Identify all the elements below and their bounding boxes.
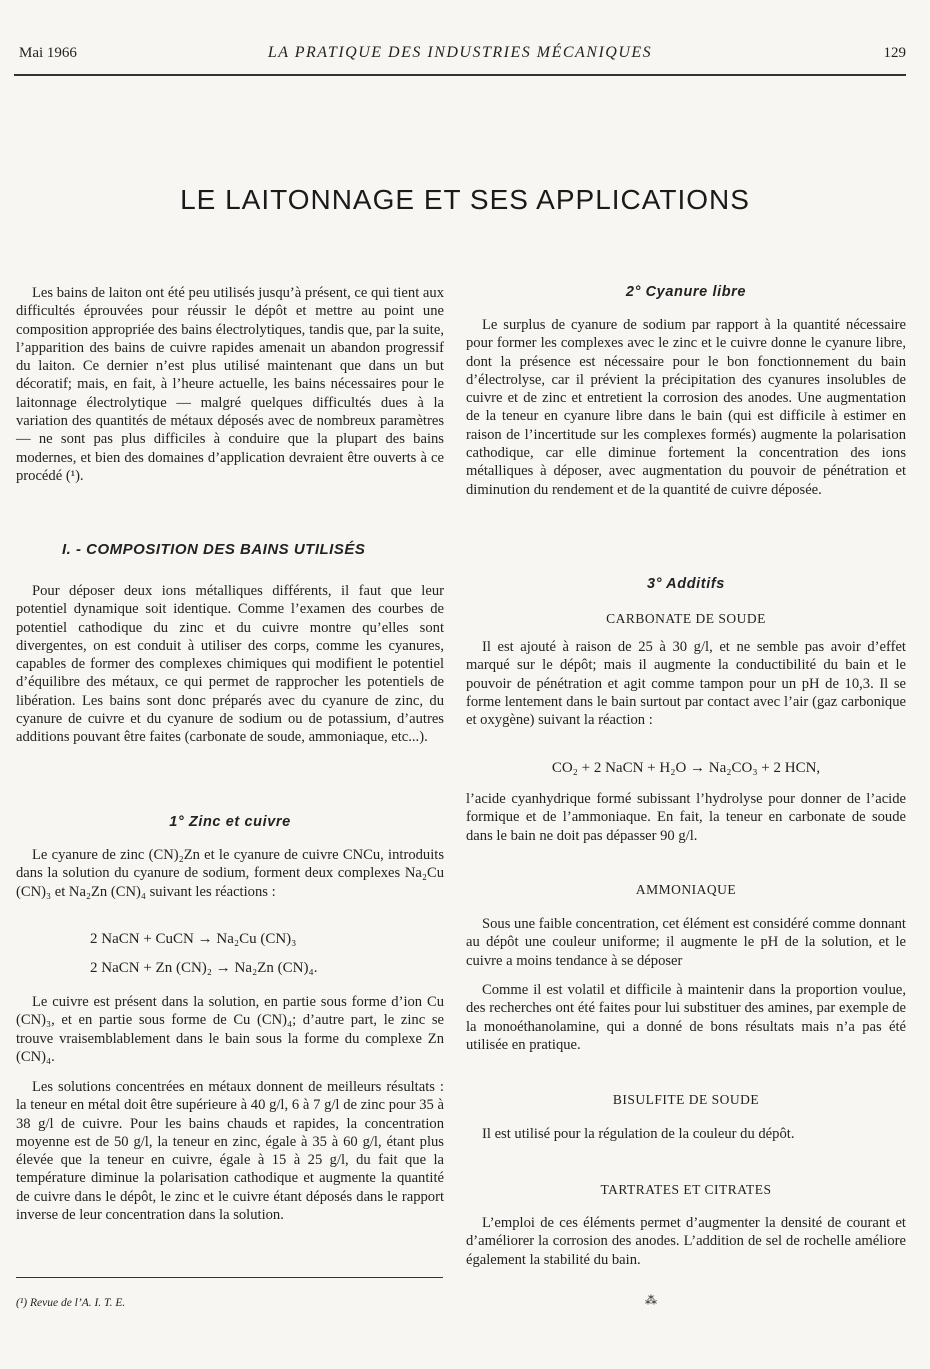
page-number: 129 bbox=[883, 45, 906, 61]
journal-title: LA PRATIQUE DES INDUSTRIES MÉCANIQUES bbox=[267, 44, 653, 61]
section-1-paragraph bbox=[16, 582, 444, 747]
ammonia-text-1: Sous une faible concentration, cet élément est considéré comme donnant au dépôt une couleur uniforme; il augmente le pH de la solution, et le cuivre a moins tendance à se déposer bbox=[466, 916, 906, 969]
subsection-3-title: 3° Additifs bbox=[647, 576, 725, 592]
carbonate-heading: CARBONATE DE SOUDE bbox=[606, 611, 766, 626]
tartrates-paragraph bbox=[466, 1214, 906, 1269]
subsection-1-paragraph-3 bbox=[16, 1078, 444, 1224]
carbonate-text-2: l’acide cyanhydrique formé subissant l’hydrolyse pour donner de l’acide formique et de l’ammoniaque. En fait, la teneur en carbonate de soude dans le bain ne doit pas dépasser 90 g/l. bbox=[466, 791, 906, 844]
subsection-1-title: 1° Zinc et cuivre bbox=[169, 814, 291, 830]
issue-date: Mai 1966 bbox=[19, 45, 77, 61]
intro-paragraph bbox=[16, 284, 444, 485]
subsection-2-text: Le surplus de cyanure de sodium par rapport à la quantité nécessaire pour former les complexes avec le zinc et le cuivre donne le cyanure libre, dont la présence est nécessaire pour le bon fonctionnement du bain d’électrolyse, car il prévient la précipitation des cyanures insolubles de cuivre et de zinc et entretient la corrosion des anodes. Une augmentation de la teneur en cyanure libre dans le bain (qui est difficile à estimer en raison de l’incertitude sur les complexes formés) augmente la polarisation cathodique, car elle diminue fortement la concentration des ions métalliques à déposer, avec augmentation du pouvoir de pénétration et diminution du rendement et de la quantité de cuivre déposée. bbox=[466, 317, 906, 498]
carbonate-paragraph-2 bbox=[466, 790, 906, 845]
subsection-1-text-3: Les solutions concentrées en métaux donnent de meilleurs résultats : la teneur en métal doit être supérieure à 40 g/l, 6 à 7 g/l de zinc pour 35 à 38 g/l de cuivre. Pour les bains chauds et rapides, la concentration moyenne est de 50 g/l, la teneur en zinc, égale à 35 à 60 g/l, étant plus élevée que la teneur en cuivre, égale à 15 à 25 g/l, du fait que la température diminue la polarisation cathodique et augmente la quantité de cuivre dans le dépôt, le zinc et le cuivre étant déposés dans le rapport inverse de leur concentration dans la solution. bbox=[16, 1079, 444, 1224]
equation-2: 2 NaCN + Zn (CN)₂ → Na₂Zn (CN)₄. bbox=[90, 960, 318, 976]
tartrates-text: L’emploi de ces éléments permet d’augmenter la densité de courant et d’améliorer la corrosion des anodes. L’addition de sel de rochelle améliore également la stabilité du bain. bbox=[466, 1215, 906, 1268]
footnote: (¹) Revue de l’A. I. T. E. bbox=[16, 1297, 126, 1309]
ammonia-heading: AMMONIAQUE bbox=[635, 882, 737, 897]
carbonate-paragraph-1 bbox=[466, 638, 906, 729]
subsection-1-paragraph-1 bbox=[16, 846, 444, 901]
asterism-ornament: ⁂ bbox=[645, 1293, 657, 1307]
bisulfite-text: Il est utilisé pour la régulation de la couleur du dépôt. bbox=[482, 1126, 795, 1142]
equation-1: 2 NaCN + CuCN → Na₂Cu (CN)₃ bbox=[90, 931, 297, 947]
carbonate-text-1: Il est ajouté à raison de 25 à 30 g/l, et ne semble pas avoir d’effet marqué sur le dépôt; mais il augmente la conductibilité du bain et le pouvoir de pénétration et agit comme tampon pour un pH de 10,3. Il se forme lentement dans le bain surtout par contact avec l’air (gaz carbonique et oxygène) suivant la réaction : bbox=[466, 639, 906, 729]
subsection-1-text-2: Le cuivre est présent dans la solution, en partie sous forme d’ion Cu (CN)₃, et en partie sous forme de Cu (CN)₄; d’autre part, le zinc se trouve vraisemblablement dans le bain sous la forme du complexe Zn (CN)₄. bbox=[16, 994, 444, 1065]
ammonia-text-2: Comme il est volatil et difficile à maintenir dans la proportion voulue, des recherches ont été faites pour lui substituer des amines, par exemple de la monoéthanolamine, qui a donné de bons résultats mais n’a pas été utilisée en pratique. bbox=[466, 982, 906, 1053]
intro-text: Les bains de laiton ont été peu utilisés jusqu’à présent, ce qui tient aux difficultés éprouvées pour réussir le dépôt et mettre au point une composition appropriée des bains électrolytiques, tandis que, par la suite, l’apparition des bains de cuivre rapides amenait un abandon progressif du laiton. Ce dernier n’est plus utilisé maintenant que dans un but décoratif; mais, en fait, à l’heure actuelle, les bains nécessaires pour le laitonnage électrolytique — malgré quelques difficultés dues à la variation des quantités de métaux déposés avec de nombreux paramètres — ne sont pas plus difficiles à conduire que la plupart des bains modernes, et bien des domaines d’application devraient être ouverts à ce procédé (¹). bbox=[16, 285, 444, 484]
page-header bbox=[14, 40, 906, 76]
subsection-1-text-1: Le cyanure de zinc (CN)₂Zn et le cyanure de cuivre CNCu, introduits dans la solution du cyanure de sodium, forment deux complexes Na₂Cu (CN)₃ et Na₂Zn (CN)₄ suivant les réactions : bbox=[16, 847, 444, 900]
footnote-divider bbox=[16, 1277, 443, 1278]
tartrates-heading: TARTRATES ET CITRATES bbox=[600, 1182, 772, 1197]
section-1-title: I. - COMPOSITION DES BAINS UTILISÉS bbox=[62, 541, 366, 558]
subsection-1-paragraph-2 bbox=[16, 993, 444, 1066]
bisulfite-paragraph bbox=[466, 1125, 906, 1143]
subsection-2-paragraph bbox=[466, 316, 906, 499]
article-title: LE LAITONNAGE ET SES APPLICATIONS bbox=[180, 184, 750, 215]
equation-3: CO₂ + 2 NaCN + H₂O → Na₂CO₃ + 2 HCN, bbox=[551, 760, 821, 776]
ammonia-paragraph-1 bbox=[466, 915, 906, 970]
ammonia-paragraph-2 bbox=[466, 981, 906, 1054]
bisulfite-heading: BISULFITE DE SOUDE bbox=[612, 1092, 760, 1107]
subsection-2-title: 2° Cyanure libre bbox=[625, 284, 747, 300]
section-1-text: Pour déposer deux ions métalliques différents, il faut que leur potentiel dynamique soit identique. Comme l’examen des courbes de potentiel cathodique du zinc et du cuivre montre qu’elles sont divergentes, on est conduit à utiliser des corps, comme les cyanures, capables de former des complexes chimiques qui modifient le potentiel d’équilibre des métaux, ce qui permet de rapprocher les potentiels de libération. Les bains sont donc préparés avec du cyanure de zinc, du cyanure de cuivre et du cyanure de sodium ou de potassium, d’autres additions pouvant être faites (carbonate de soude, ammoniaque, etc...). bbox=[16, 583, 444, 746]
